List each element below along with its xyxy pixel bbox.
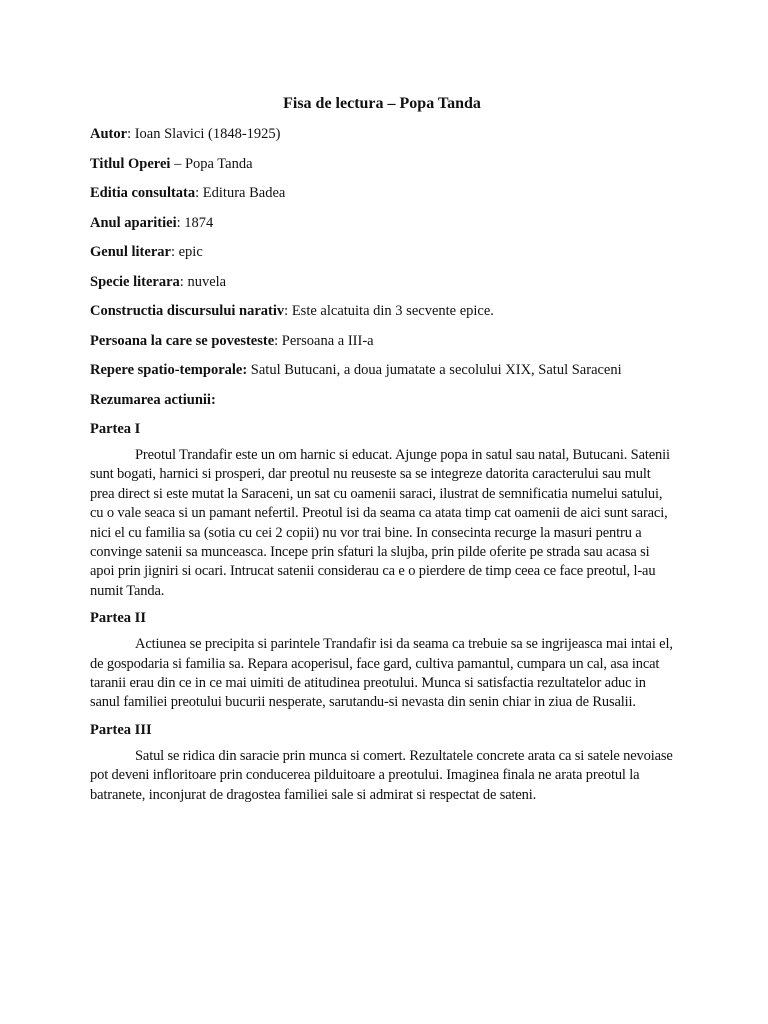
field-value: : Este alcatuita din 3 secvente epice. bbox=[284, 303, 494, 319]
field-value: : epic bbox=[170, 244, 203, 260]
field-label: Genul literar bbox=[90, 244, 171, 260]
field-label: Autor bbox=[90, 126, 128, 142]
document-page bbox=[90, 94, 674, 812]
field-value: : Persoana a III-a bbox=[274, 332, 374, 349]
field-titlul-operei bbox=[90, 154, 674, 174]
summary-heading bbox=[90, 390, 674, 410]
field-label: Anul aparitiei bbox=[90, 214, 177, 231]
field-repere-spatio-temporale bbox=[90, 360, 674, 380]
field-value: Satul Butucani, a doua jumatate a secolului XIX, Satul Saraceni bbox=[247, 362, 622, 378]
document-title: Fisa de lectura – Popa Tanda bbox=[283, 95, 481, 112]
field-persoana bbox=[90, 331, 674, 351]
field-autor bbox=[90, 124, 674, 144]
field-anul-aparitiei bbox=[90, 213, 674, 233]
part-paragraph: Actiunea se precipita si parintele Trandafir isi da seama ca trebuie sa se ingrijeasca mai intai el, de gospodaria si familia sa. Repara acoperisul, face gard, cultiva pamantul, cumpara un cal, asa incat taranii erau din ce in ce mai uimiti de atitudinea preotului. Munca si satisfactia rezultatelor aduc in sanul familiei preotului bucurii nesperate, sarutandu-si nevasta din senin chiar in ziua de Rusalii. bbox=[90, 636, 673, 711]
field-label: Constructia discursului narativ bbox=[90, 303, 285, 319]
field-label: Specie literara bbox=[90, 273, 180, 290]
field-label: Titlul Operei bbox=[90, 155, 171, 172]
field-value: – Popa Tanda bbox=[170, 155, 253, 172]
part-heading: Partea I bbox=[90, 421, 141, 437]
part-paragraph: Satul se ridica din saracie prin munca si comert. Rezultatele concrete arata ca si satele nevoiase pot deveni infloritoare prin conducerea pilduitoare a preotului. Imaginea finala ne arata preotul la batranete, inconjurat de dragostea familiei sale si admirat si respectat de sateni. bbox=[90, 747, 673, 803]
part-heading: Partea II bbox=[90, 610, 146, 627]
field-value: : 1874 bbox=[176, 214, 214, 231]
field-value: : Ioan Slavici (1848-1925) bbox=[127, 126, 281, 142]
field-label: Editia consultata bbox=[90, 185, 196, 201]
field-constructia-discursului bbox=[90, 301, 674, 321]
field-value: : Editura Badea bbox=[195, 185, 286, 201]
part-heading: Partea III bbox=[90, 721, 152, 738]
summary-heading-label: Rezumarea actiunii: bbox=[90, 391, 216, 408]
field-value: : nuvela bbox=[179, 273, 227, 290]
field-genul-literar bbox=[90, 242, 674, 262]
field-label: Persoana la care se povesteste bbox=[90, 332, 275, 349]
field-editia-consultata bbox=[90, 183, 674, 203]
field-specie-literara bbox=[90, 272, 674, 292]
field-label: Repere spatio-temporale: bbox=[90, 362, 248, 378]
part-paragraph: Preotul Trandafir este un om harnic si educat. Ajunge popa in satul sau natal, Butucani. Satenii sunt bogati, harnici si prosperi, dar preotul nu reuseste sa se integreze datorita caracterului sau mult prea direct si este mutat la Saraceni, un sat cu oamenii saraci, ilustrat de semnificatia numelui satului, cu o vale seaca si un pamant nefertil. Preotul isi da seama ca atata timp cat oamenii de aici sunt saraci, nici el cu familia sa (sotia cu cei 2 copii) nu vor trai bine. In consecinta recurge la masuri pentru a convinge satenii sa munceasca. Incepe prin sfaturi la slujba, prin pilde oferite pe strada sau acasa si apoi prin jigniri si ocari. Intrucat satenii considerau ca e o pierdere de timp ceea ce face preotul, l-au numit Tanda. bbox=[90, 447, 670, 599]
